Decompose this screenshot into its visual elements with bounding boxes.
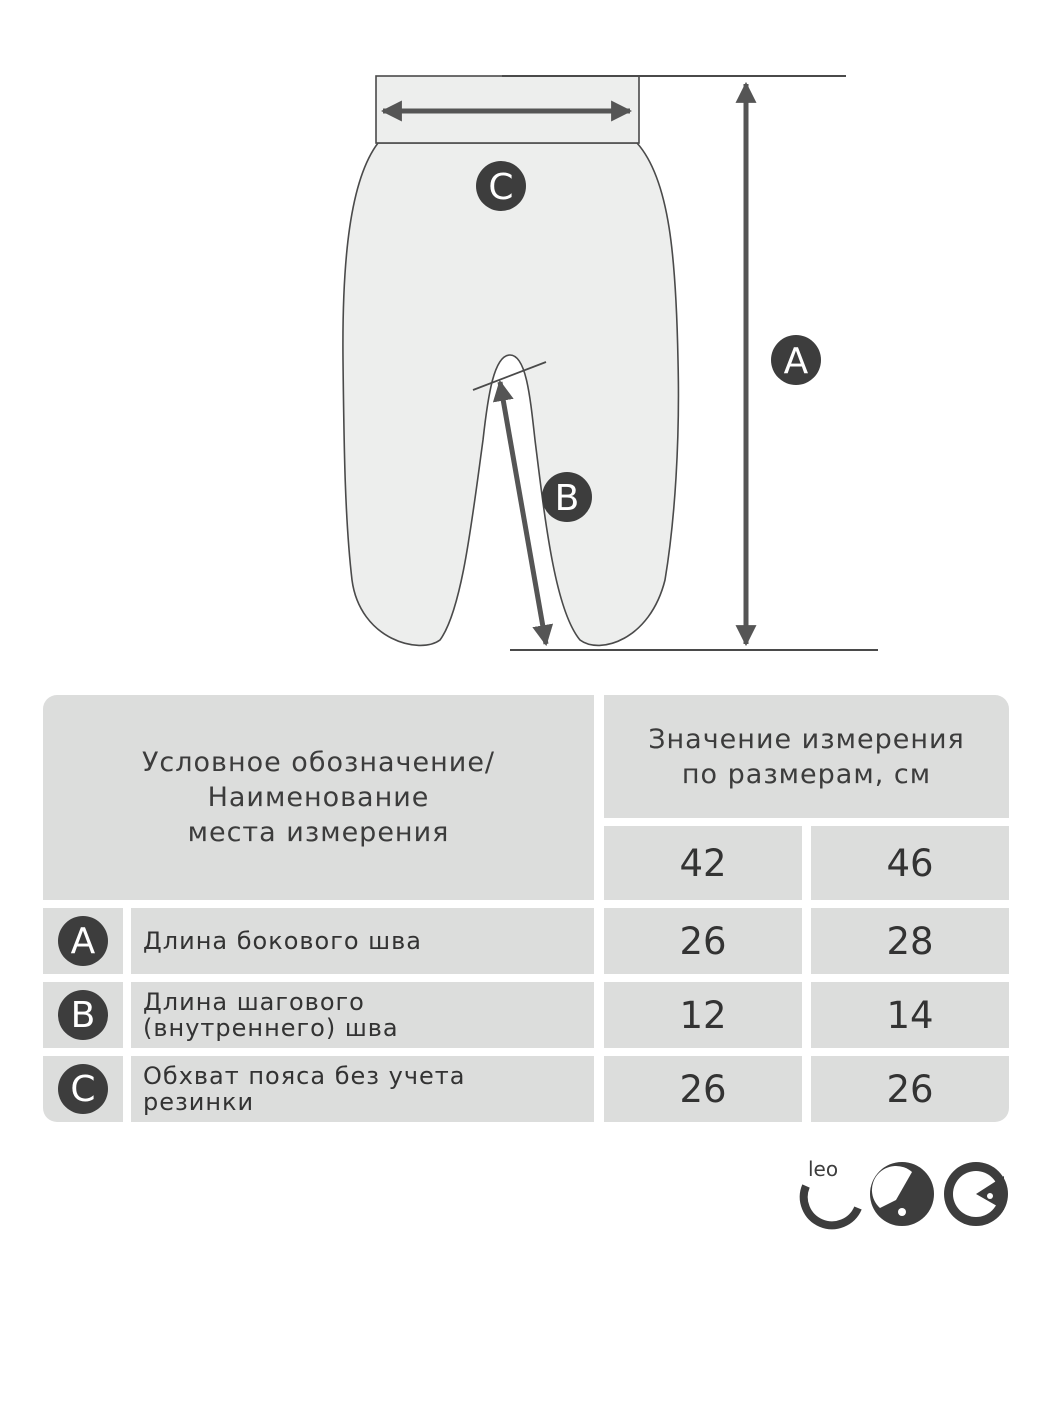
- badge-b: [542, 472, 592, 522]
- badge-c-label: C: [488, 167, 514, 208]
- header-designation: [43, 695, 594, 900]
- header-right-line-2: по размерам, см: [681, 758, 932, 790]
- pants-body: [343, 143, 679, 645]
- row-c-code-cell: [43, 1056, 123, 1122]
- badge-b-label: B: [554, 478, 580, 519]
- row-a-code-cell: [43, 908, 123, 974]
- row-b-name-line-2: (внутреннего) шва: [143, 1014, 399, 1042]
- logo-o-shape: [870, 1162, 934, 1226]
- size-header-1: 42: [604, 826, 802, 900]
- row-b-name-line-1: Длина шагового: [143, 988, 365, 1016]
- logo-text: leo: [808, 1157, 839, 1181]
- row-a-value-1: 26: [604, 908, 802, 974]
- pants-measurement-diagram: [0, 0, 1051, 680]
- size-header-2: 46: [811, 826, 1009, 900]
- row-c-value-1: 26: [604, 1056, 802, 1122]
- row-c-name: [131, 1056, 594, 1122]
- row-c-badge: C: [58, 1064, 108, 1114]
- row-a-value-2: 28: [811, 908, 1009, 974]
- row-b-code-cell: [43, 982, 123, 1048]
- row-a-name: [131, 908, 594, 974]
- row-a-name-line-1: Длина бокового шва: [143, 927, 422, 955]
- header-right-line-1: Значение измерения: [648, 723, 965, 755]
- badge-c: [476, 161, 526, 211]
- row-b-name: [131, 982, 594, 1048]
- row-c-name-line-2: резинки: [143, 1088, 255, 1116]
- row-c-name-line-1: Обхват пояса без учета: [143, 1062, 466, 1090]
- logo-c-shape: [804, 1186, 858, 1225]
- row-b-value-1: 12: [604, 982, 802, 1048]
- header-left-line-1: Условное обозначение/: [141, 747, 496, 778]
- header-left-line-3: места измерения: [187, 817, 450, 848]
- badge-a-label: A: [783, 341, 809, 382]
- logo-eye-shape: [944, 1162, 1008, 1226]
- badge-a: [771, 335, 821, 385]
- header-left-line-2: Наименование: [207, 782, 430, 813]
- row-b-value-2: 14: [811, 982, 1009, 1048]
- row-a-badge: A: [58, 916, 108, 966]
- row-b-badge: B: [58, 990, 108, 1040]
- row-c-value-2: 26: [811, 1056, 1009, 1122]
- header-measurement-values: [604, 695, 1009, 818]
